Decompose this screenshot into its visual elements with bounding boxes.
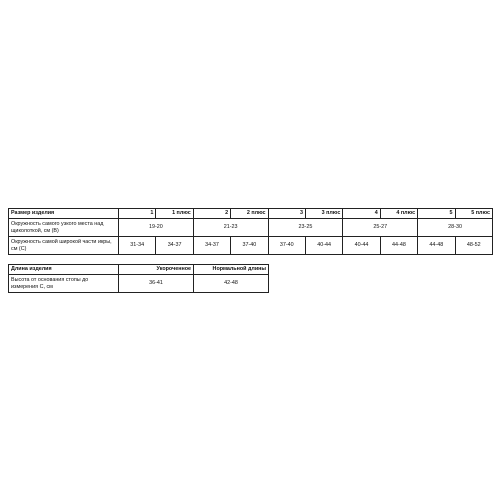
size-header-label: Размер изделия <box>9 209 119 219</box>
length-normal-header: Нормальной длины <box>194 265 269 275</box>
calf-value: 34-37 <box>156 237 193 255</box>
ankle-label: Окружность самого узкого места над щиколоткой, см (B) <box>9 219 119 237</box>
size-4-plus: 4 плюс <box>380 209 417 219</box>
ankle-value: 19-20 <box>119 219 194 237</box>
calf-value: 48-52 <box>455 237 492 255</box>
length-header-label: Длина изделия <box>9 265 119 275</box>
calf-value: 37-40 <box>268 237 305 255</box>
size-header-row <box>9 209 493 219</box>
size-5: 5 <box>418 209 455 219</box>
height-short-value: 36-41 <box>119 275 194 293</box>
calf-value: 31-34 <box>119 237 156 255</box>
height-label: Высота от основания стопы до измерения C, см <box>9 275 119 293</box>
calf-value: 40-44 <box>305 237 342 255</box>
size-3: 3 <box>268 209 305 219</box>
size-2: 2 <box>193 209 230 219</box>
ankle-value: 23-25 <box>268 219 343 237</box>
length-chart-table <box>8 264 269 293</box>
calf-value: 44-48 <box>380 237 417 255</box>
size-3-plus: 3 плюс <box>305 209 342 219</box>
length-header-row <box>9 265 269 275</box>
calf-value: 34-37 <box>193 237 230 255</box>
height-normal-value: 42-48 <box>194 275 269 293</box>
ankle-value: 28-30 <box>418 219 493 237</box>
calf-value: 44-48 <box>418 237 455 255</box>
calf-value: 37-40 <box>231 237 268 255</box>
size-2-plus: 2 плюс <box>231 209 268 219</box>
calf-row <box>9 237 493 255</box>
calf-label: Окружность самой широкой части икры, см (C) <box>9 237 119 255</box>
size-5-plus: 5 плюс <box>455 209 492 219</box>
ankle-value: 25-27 <box>343 219 418 237</box>
calf-value: 40-44 <box>343 237 380 255</box>
height-row <box>9 275 269 293</box>
ankle-row <box>9 219 493 237</box>
size-chart-table <box>8 208 493 255</box>
length-short-header: Укороченное <box>119 265 194 275</box>
size-1: 1 <box>119 209 156 219</box>
size-4: 4 <box>343 209 380 219</box>
ankle-value: 21-23 <box>193 219 268 237</box>
size-1-plus: 1 плюс <box>156 209 193 219</box>
